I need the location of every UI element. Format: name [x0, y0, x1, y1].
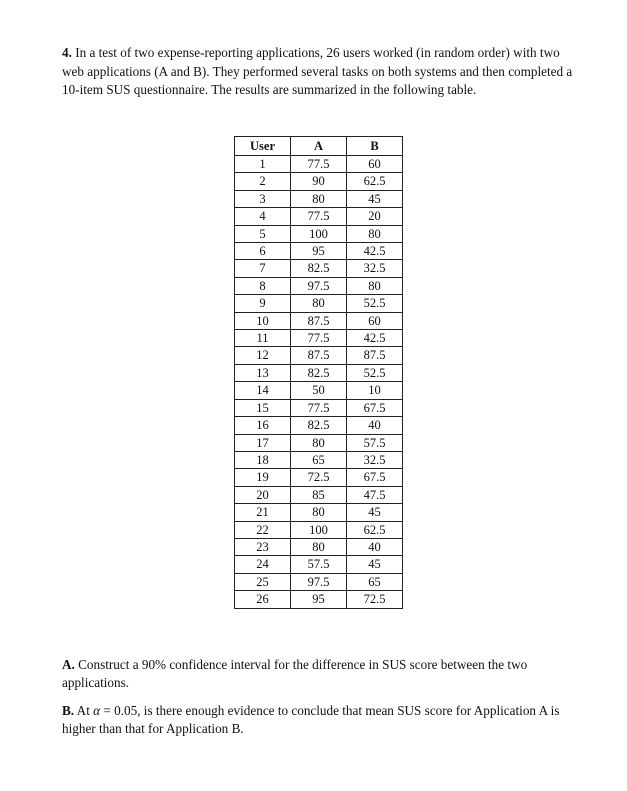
table-header-row	[235, 137, 403, 156]
cell-app-a: 85	[291, 486, 347, 503]
table-row	[235, 486, 403, 503]
table-row	[235, 330, 403, 347]
table-row	[235, 156, 403, 173]
table-row	[235, 434, 403, 451]
part-a-text: Construct a 90% confidence interval for the difference in SUS score between the two applications.	[62, 657, 528, 690]
cell-user: 23	[235, 538, 291, 555]
question-number: 4.	[62, 45, 72, 60]
cell-user: 21	[235, 504, 291, 521]
cell-app-a: 100	[291, 521, 347, 538]
cell-user: 9	[235, 295, 291, 312]
cell-app-b: 52.5	[347, 295, 403, 312]
cell-app-b: 62.5	[347, 521, 403, 538]
table-row	[235, 573, 403, 590]
cell-app-b: 87.5	[347, 347, 403, 364]
table-row	[235, 417, 403, 434]
part-b-text-before: At	[76, 703, 94, 718]
cell-app-a: 57.5	[291, 556, 347, 573]
part-a-letter: A.	[62, 657, 75, 672]
cell-user: 6	[235, 243, 291, 260]
table-row	[235, 243, 403, 260]
cell-user: 16	[235, 417, 291, 434]
question-intro	[62, 44, 582, 100]
table-row	[235, 469, 403, 486]
cell-app-a: 77.5	[291, 208, 347, 225]
cell-app-a: 80	[291, 538, 347, 555]
table-row	[235, 364, 403, 381]
cell-app-a: 77.5	[291, 399, 347, 416]
cell-app-a: 97.5	[291, 573, 347, 590]
table-row	[235, 295, 403, 312]
part-b-text-after: = 0.05, is there enough evidence to conclude that mean SUS score for Application A is higher than that for Application B.	[62, 703, 560, 736]
sus-results-table	[234, 136, 403, 609]
cell-app-b: 80	[347, 225, 403, 242]
cell-app-b: 80	[347, 277, 403, 294]
cell-user: 25	[235, 573, 291, 590]
cell-app-b: 57.5	[347, 434, 403, 451]
table-row	[235, 504, 403, 521]
part-b	[62, 702, 572, 738]
cell-user: 1	[235, 156, 291, 173]
table-row	[235, 399, 403, 416]
table-row	[235, 521, 403, 538]
cell-app-a: 97.5	[291, 277, 347, 294]
cell-app-a: 95	[291, 591, 347, 608]
alpha-symbol: α	[93, 703, 101, 718]
cell-user: 12	[235, 347, 291, 364]
cell-app-a: 87.5	[291, 347, 347, 364]
table-row	[235, 260, 403, 277]
table-row	[235, 208, 403, 225]
cell-app-b: 42.5	[347, 243, 403, 260]
cell-app-a: 95	[291, 243, 347, 260]
cell-app-a: 77.5	[291, 156, 347, 173]
cell-app-a: 77.5	[291, 330, 347, 347]
header-app-a: A	[291, 137, 347, 156]
cell-app-b: 45	[347, 504, 403, 521]
cell-user: 15	[235, 399, 291, 416]
table-row	[235, 173, 403, 190]
cell-user: 19	[235, 469, 291, 486]
table-row	[235, 190, 403, 207]
cell-user: 13	[235, 364, 291, 381]
cell-app-b: 20	[347, 208, 403, 225]
part-b-letter: B.	[62, 703, 75, 718]
header-app-b: B	[347, 137, 403, 156]
table-row	[235, 225, 403, 242]
cell-app-b: 45	[347, 556, 403, 573]
cell-user: 5	[235, 225, 291, 242]
table-body	[235, 156, 403, 609]
cell-user: 2	[235, 173, 291, 190]
table-row	[235, 277, 403, 294]
cell-user: 20	[235, 486, 291, 503]
cell-app-b: 32.5	[347, 451, 403, 468]
cell-app-b: 52.5	[347, 364, 403, 381]
cell-app-b: 60	[347, 156, 403, 173]
cell-user: 14	[235, 382, 291, 399]
cell-app-b: 10	[347, 382, 403, 399]
cell-user: 18	[235, 451, 291, 468]
cell-app-b: 60	[347, 312, 403, 329]
cell-app-b: 67.5	[347, 469, 403, 486]
cell-user: 24	[235, 556, 291, 573]
table-row	[235, 312, 403, 329]
cell-app-a: 100	[291, 225, 347, 242]
cell-user: 11	[235, 330, 291, 347]
cell-app-b: 45	[347, 190, 403, 207]
cell-app-a: 80	[291, 295, 347, 312]
cell-user: 8	[235, 277, 291, 294]
cell-app-b: 42.5	[347, 330, 403, 347]
table-row	[235, 382, 403, 399]
cell-app-b: 40	[347, 538, 403, 555]
cell-user: 22	[235, 521, 291, 538]
cell-user: 26	[235, 591, 291, 608]
cell-app-a: 80	[291, 434, 347, 451]
cell-user: 10	[235, 312, 291, 329]
table-row	[235, 591, 403, 608]
cell-app-a: 82.5	[291, 260, 347, 277]
cell-app-b: 47.5	[347, 486, 403, 503]
table-row	[235, 347, 403, 364]
cell-user: 7	[235, 260, 291, 277]
cell-user: 17	[235, 434, 291, 451]
table-row	[235, 556, 403, 573]
cell-app-b: 40	[347, 417, 403, 434]
cell-app-a: 80	[291, 504, 347, 521]
header-user: User	[235, 137, 291, 156]
cell-app-a: 50	[291, 382, 347, 399]
cell-app-b: 62.5	[347, 173, 403, 190]
cell-app-a: 80	[291, 190, 347, 207]
cell-app-a: 82.5	[291, 364, 347, 381]
question-intro-text: In a test of two expense-reporting applications, 26 users worked (in random order) with two web applications (A and B). They performed several tasks on both systems and then completed a 10-item SUS questionnaire. The results are summarized in the following table.	[62, 45, 573, 97]
cell-app-b: 32.5	[347, 260, 403, 277]
cell-app-a: 72.5	[291, 469, 347, 486]
table-row	[235, 538, 403, 555]
cell-user: 3	[235, 190, 291, 207]
cell-app-a: 82.5	[291, 417, 347, 434]
cell-app-a: 65	[291, 451, 347, 468]
cell-app-a: 87.5	[291, 312, 347, 329]
cell-user: 4	[235, 208, 291, 225]
cell-app-a: 90	[291, 173, 347, 190]
cell-app-b: 72.5	[347, 591, 403, 608]
cell-app-b: 67.5	[347, 399, 403, 416]
cell-app-b: 65	[347, 573, 403, 590]
part-a	[62, 656, 572, 692]
table-row	[235, 451, 403, 468]
